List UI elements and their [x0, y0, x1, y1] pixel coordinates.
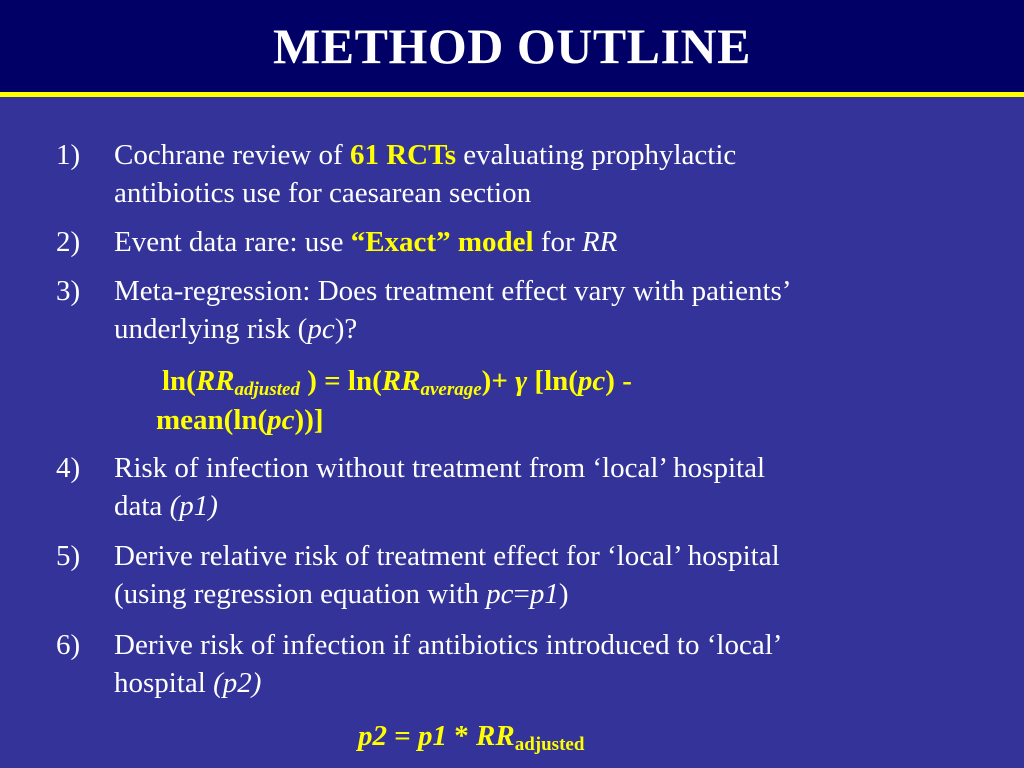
text-segment: Event data rare: use — [114, 226, 351, 258]
slide-title: METHOD OUTLINE — [273, 18, 751, 74]
text-segment: underlying risk ( — [114, 313, 308, 345]
item-number: 4) — [56, 452, 81, 484]
text-segment: hospital — [114, 667, 214, 699]
formula-subscript: average — [420, 379, 482, 400]
regression-formula-line-1 — [162, 362, 632, 400]
text-segment: antibiotics use for caesarean section — [114, 177, 532, 209]
text-segment: ) — [558, 578, 569, 610]
gamma-symbol: γ — [515, 365, 528, 397]
formula-subscript: adjusted — [234, 379, 300, 400]
title-bar — [0, 0, 1024, 92]
item-text — [114, 272, 1004, 348]
italic-text: pc — [486, 578, 514, 610]
italic-text: p1 — [529, 578, 559, 610]
highlight-text: 61 RCTs — [349, 139, 457, 171]
item-number: 3) — [56, 275, 81, 307]
item-number: 5) — [56, 540, 81, 572]
text-segment: (using regression equation with — [114, 578, 487, 610]
text-segment: Risk of infection without treatment from ‘local’ hospital — [114, 452, 765, 484]
formula-part: [ln( — [527, 365, 578, 397]
formula-part: * — [447, 720, 477, 752]
item-text — [114, 136, 1004, 212]
item-number: 2) — [56, 226, 81, 258]
text-segment: )? — [334, 313, 358, 345]
regression-formula-line-2 — [156, 401, 324, 439]
formula-part: RR — [476, 720, 515, 752]
text-segment: evaluating prophylactic — [456, 139, 737, 171]
formula-part: ln( — [162, 365, 196, 397]
text-segment: Meta-regression: Does treatment effect vary with patients’ — [114, 275, 792, 307]
italic-text: pc — [307, 313, 335, 345]
item-text — [114, 537, 1004, 613]
formula-part: pc — [577, 365, 606, 397]
italic-text: (p2) — [213, 667, 262, 699]
item-text — [114, 626, 1004, 702]
item-text — [114, 449, 1004, 525]
formula-part: ))] — [294, 404, 324, 436]
formula-part: mean(ln( — [156, 404, 268, 436]
text-segment: Derive risk of infection if antibiotics introduced to ‘local’ — [114, 629, 783, 661]
formula-part: ) - — [605, 365, 632, 397]
item-number: 6) — [56, 629, 81, 661]
text-segment: = — [513, 578, 530, 610]
formula-part: = — [387, 720, 419, 752]
item-text — [114, 223, 1004, 261]
highlight-text: “Exact” model — [350, 226, 534, 258]
italic-text: (p1) — [169, 490, 218, 522]
item-number: 1) — [56, 139, 81, 171]
risk-formula — [358, 717, 584, 755]
text-segment: data — [114, 490, 170, 522]
text-segment: Derive relative risk of treatment effect for ‘local’ hospital — [114, 540, 780, 572]
formula-subscript: adjusted — [514, 734, 585, 755]
formula-part: ) = ln( — [299, 365, 382, 397]
title-divider — [0, 92, 1024, 97]
text-segment: for — [533, 226, 582, 258]
formula-part: RR — [381, 365, 421, 397]
formula-part: p2 — [358, 720, 387, 752]
formula-part: p1 — [418, 720, 448, 752]
text-segment: Cochrane review of — [114, 139, 350, 171]
italic-text: RR — [581, 226, 618, 258]
formula-part: RR — [195, 365, 235, 397]
formula-part: )+ — [481, 365, 516, 397]
formula-part: pc — [267, 404, 295, 436]
